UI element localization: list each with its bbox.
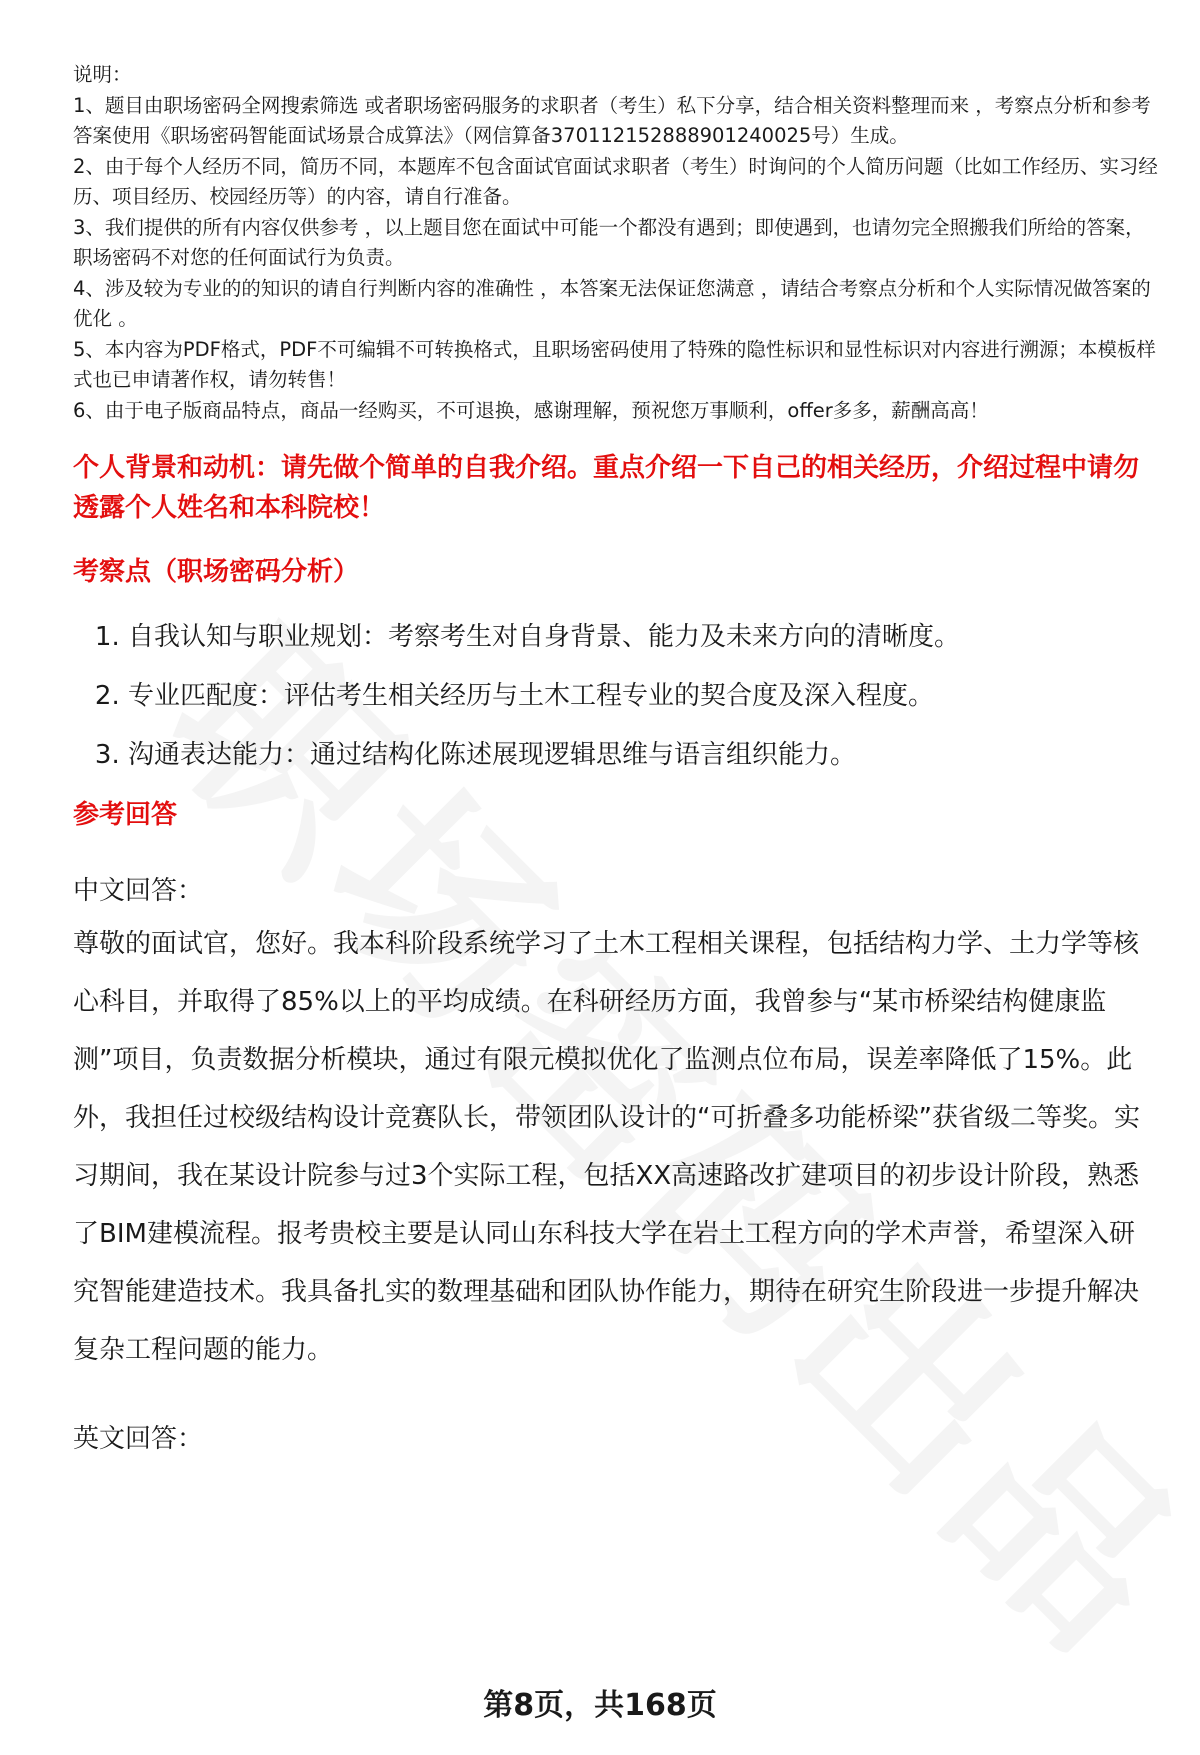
interview-question: 个人背景和动机：请先做个简单的自我介绍。重点介绍一下自己的相关经历，介绍过程中请勿透露个人姓名和本科院校！ [73,453,1140,523]
notes-section [73,60,1158,426]
chinese-answer-text: 尊敬的面试官，您好。我本科阶段系统学习了土木工程相关课程，包括结构力学、土力学等核心科目，并取得了85%以上的平均成绩。在科研经历方面，我曾参与“某市桥梁结构健康监测”项目，负责数据分析模块，通过有限元模拟优化了监测点位布局，误差率降低了15%。此外，我担任过校级结构设计竞赛队长，带领团队设计的“可折叠多功能桥梁”获省级二等奖。实习期间，我在某设计院参与过3个实际工程，包括XX高速路改扩建项目的初步设计阶段，熟悉了BIM建模流程。报考贵校主要是认同山东科技大学在岩土工程方向的学术声誉，希望深入研究智能建造技术。我具备扎实的数理基础和团队协作能力，期待在研究生阶段进一步提升解决复杂工程问题的能力。 [73,929,1140,1365]
analysis-points [73,620,1158,772]
document-page [73,60,1158,1459]
notes-title: 说明： [73,63,132,86]
chinese-answer-label: 中文回答： [73,876,204,906]
analysis-heading: 考察点（职场密码分析） [73,557,360,587]
page-number: 第8页，共168页 [483,1688,717,1723]
note-item: 1、题目由职场密码全网搜索筛选 或者职场密码服务的求职者（考生）私下分享，结合相关资料整理而来 ，考察点分析和参考答案使用《职场密码智能面试场景合成算法》（网信算备370112152888901240025号）生成。 [73,93,1151,147]
answer-heading: 参考回答 [73,800,178,830]
analysis-point: 3. 沟通表达能力：通过结构化陈述展现逻辑思维与语言组织能力。 [128,738,1158,772]
analysis-point: 1. 自我认知与职业规划：考察考生对自身背景、能力及未来方向的清晰度。 [128,620,1158,654]
note-item: 5、本内容为PDF格式，PDF不可编辑不可转换格式，且职场密码使用了特殊的隐性标识和显性标识对内容进行溯源；本模板样式也已申请著作权，请勿转售！ [73,337,1156,391]
note-item: 4、涉及较为专业的的知识的请自行判断内容的准确性 ，本答案无法保证您满意 ，请结合考察点分析和个人实际情况做答案的优化 。 [73,276,1151,330]
note-item: 3、我们提供的所有内容仅供参考 ，以上题目您在面试中可能一个都没有遇到；即使遇到，也请勿完全照搬我们所给的答案，职场密码不对您的任何面试行为负责。 [73,215,1145,269]
note-item: 2、由于每个人经历不同，简历不同，本题库不包含面试官面试求职者（考生）时询问的个人简历问题（比如工作经历、实习经历、项目经历、校园经历等）的内容，请自行准备。 [73,154,1158,208]
note-item: 6、由于电子版商品特点，商品一经购买，不可退换，感谢理解，预祝您万事顺利，offer多多，薪酬高高！ [73,398,989,422]
english-answer-label: 英文回答： [73,1424,204,1454]
analysis-point: 2. 专业匹配度：评估考生相关经历与土木工程专业的契合度及深入程度。 [128,679,1158,713]
